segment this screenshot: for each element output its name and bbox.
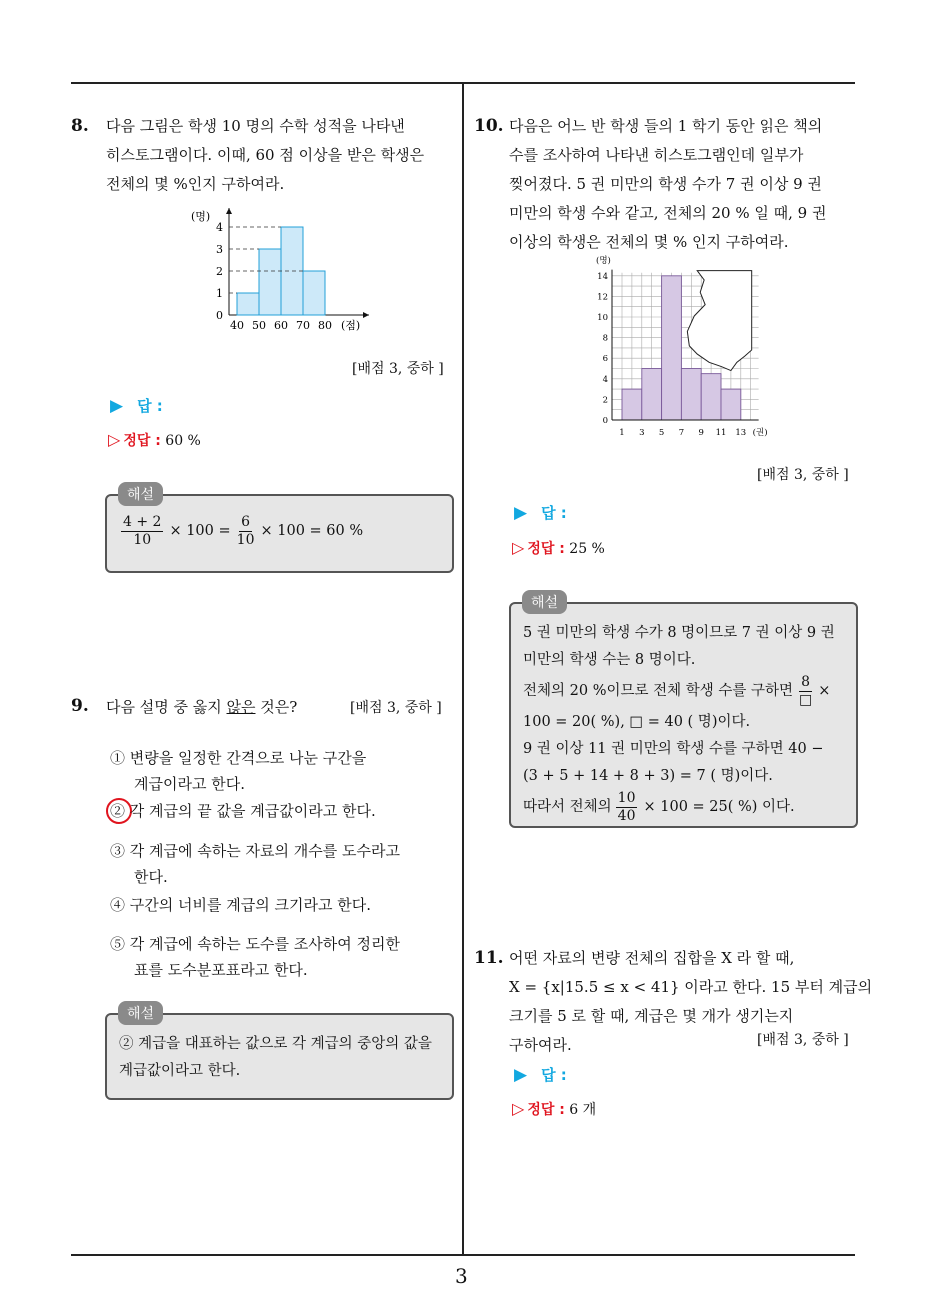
- page-number: 3: [455, 1264, 468, 1288]
- option-line: ④ 구간의 너비를 계급의 크기라고 한다.: [110, 896, 371, 914]
- option-line: ① 변량을 일정한 간격으로 나눈 구간을: [110, 749, 367, 767]
- q10-solution-text: [523, 620, 853, 825]
- x-tick-label: 60: [274, 319, 288, 332]
- histogram-bar: [259, 249, 281, 315]
- q9-text-post: 것은?: [255, 698, 298, 716]
- footer-rule: [71, 1254, 855, 1256]
- q8-number: 8.: [71, 116, 89, 136]
- q9-option-3[interactable]: [110, 838, 400, 890]
- q10-histogram: [590, 252, 790, 444]
- y-tick-label: 4: [216, 221, 223, 234]
- denominator: □: [799, 692, 813, 708]
- q11-line: 어떤 자료의 변량 전체의 집합을 X 라 할 때,: [509, 949, 795, 967]
- sol-line: [523, 790, 853, 825]
- triangle-outline-icon: ▷: [108, 430, 121, 449]
- x-tick-label: 80: [318, 319, 332, 332]
- x-tick-label: 7: [678, 428, 685, 438]
- option-line: ③ 각 계급에 속하는 자료의 개수를 도수라고: [110, 842, 400, 860]
- q10-answer-row: [514, 502, 567, 523]
- q9-option-2[interactable]: [110, 798, 376, 824]
- y-tick-label: 1: [216, 287, 223, 300]
- sol-line: 9 권 이상 11 권 미만의 학생 수를 구하면 40 −: [523, 741, 824, 757]
- q10-solution-tag: 해설: [522, 590, 567, 614]
- play-arrow-icon: ▶: [514, 503, 528, 523]
- play-arrow-icon: ▶: [514, 1065, 528, 1085]
- sol-line-post: ×: [818, 683, 831, 699]
- q10-text: [509, 112, 826, 257]
- q10-correct-row: [512, 538, 605, 558]
- denominator: 40: [617, 808, 636, 824]
- correct-label: 정답 :: [123, 433, 161, 449]
- q11-answer-row: [514, 1064, 567, 1085]
- denominator: 10: [133, 532, 152, 548]
- fraction: [616, 790, 638, 825]
- q9-option-1[interactable]: [110, 745, 366, 797]
- q8-text: [106, 112, 424, 199]
- torn-paper-region: [687, 271, 751, 371]
- q11-number: 11.: [474, 948, 504, 968]
- q10-line: 미만의 학생 수와 같고, 전체의 20 % 일 때, 9 권: [509, 204, 827, 222]
- option-line: 한다.: [134, 868, 168, 886]
- sol-line-post: × 100 = 25( %) 이다.: [643, 799, 795, 815]
- sol-line-pre: 따라서 전체의: [523, 799, 612, 815]
- correct-value: 60 %: [165, 433, 201, 449]
- q9-solution-tag: 해설: [118, 1001, 163, 1025]
- fraction: [799, 674, 812, 709]
- answer-label: 답 :: [541, 1066, 567, 1084]
- q8-solution-tag: 해설: [118, 482, 163, 506]
- x-tick-label: 11: [715, 428, 727, 438]
- triangle-outline-icon: ▷: [512, 1099, 525, 1118]
- y-tick-label: 2: [216, 265, 223, 278]
- q9-text-underline: 않은: [226, 698, 256, 716]
- histogram-bar: [721, 389, 741, 420]
- play-arrow-icon: ▶: [110, 396, 124, 416]
- option-mark: ②: [110, 802, 126, 820]
- q10-line: 다음은 어느 반 학생 들의 1 학기 동안 읽은 책의: [509, 117, 823, 135]
- histogram-bar: [662, 276, 682, 420]
- q8-line: 다음 그림은 학생 10 명의 수학 성적을 나타낸: [106, 117, 405, 135]
- q10-number: 10.: [474, 116, 504, 136]
- x-tick-label: 13: [735, 428, 747, 438]
- q8-line: 전체의 몇 %인지 구하여라.: [106, 175, 285, 193]
- y-tick-label: 0: [602, 416, 608, 426]
- sol-line: 5 권 미만의 학생 수가 8 명이므로 7 권 이상 9 권: [523, 625, 835, 641]
- option-line: 계급이라고 한다.: [134, 775, 245, 793]
- x-tick-label: 40: [230, 319, 244, 332]
- numerator: 8: [801, 674, 811, 690]
- numerator: 4 + 2: [123, 514, 162, 530]
- x-tick-label: 9: [698, 428, 704, 438]
- correct-label: 정답 :: [527, 541, 565, 557]
- q8-answer-row: [110, 395, 163, 416]
- x-axis-label: (점): [341, 319, 361, 332]
- denominator: 10: [236, 532, 255, 548]
- q9-text: [106, 696, 297, 717]
- sol-mid: × 100 =: [169, 523, 231, 539]
- histogram-bar: [701, 374, 721, 420]
- q10-line: 수를 조사하여 나타낸 히스토그램인데 일부가: [509, 146, 804, 164]
- q8-histogram: [185, 200, 375, 340]
- q11-score: [배점 3, 중하 ]: [757, 1032, 849, 1048]
- x-axis-arrow-icon: [363, 312, 369, 318]
- numerator: 6: [241, 514, 251, 530]
- y-tick-label: 10: [597, 313, 608, 323]
- answer-label: 답 :: [137, 397, 163, 415]
- q9-number: 9.: [71, 696, 89, 716]
- q11-correct-row: [512, 1099, 596, 1119]
- y-tick-label: 6: [602, 354, 608, 365]
- histogram-bar: [622, 389, 642, 420]
- y-tick-label: 8: [602, 333, 608, 344]
- fraction: [237, 514, 255, 549]
- sol-line: 미만의 학생 수는 8 명이다.: [523, 652, 696, 668]
- q9-solution-text: [119, 1031, 432, 1085]
- x-tick-label: 5: [658, 428, 665, 438]
- q9-option-4[interactable]: [110, 892, 371, 918]
- q9-solution-box: [105, 1013, 454, 1100]
- q10-solution-box: [509, 602, 858, 828]
- q8-correct-row: [108, 430, 201, 450]
- y-tick-label: 2: [602, 395, 608, 406]
- q10-line: 이상의 학생은 전체의 몇 % 인지 구하여라.: [509, 233, 789, 251]
- option-line: 표를 도수분포표라고 한다.: [134, 961, 308, 979]
- q9-text-pre: 다음 설명 중 옳지: [106, 698, 227, 716]
- triangle-outline-icon: ▷: [512, 538, 525, 557]
- histogram-bar: [642, 369, 662, 421]
- correct-value: 25 %: [569, 541, 605, 557]
- histogram-bar: [303, 271, 325, 315]
- q10-line: 찢어졌다. 5 권 미만의 학생 수가 7 권 이상 9 권: [509, 175, 822, 193]
- column-divider: [462, 83, 464, 1255]
- option-line: ⑤ 각 계급에 속하는 도수를 조사하여 정리한: [110, 935, 400, 953]
- x-axis-label: (권): [752, 428, 768, 438]
- q9-score: [배점 3, 중하 ]: [350, 700, 442, 716]
- sol-line: 100 = 20( %), □ = 40 ( 명)이다.: [523, 714, 751, 730]
- histogram-bar: [681, 369, 701, 421]
- q11-line: X = {x|15.5 ≤ x < 41} 이라고 한다. 15 부터 계급의: [509, 978, 873, 996]
- correct-value: 6 개: [569, 1102, 597, 1118]
- sol-line: 계급값이라고 한다.: [119, 1063, 241, 1079]
- q11-line: 크기를 5 로 할 때, 계급은 몇 개가 생기는지: [509, 1007, 794, 1025]
- q10-score: [배점 3, 중하 ]: [757, 467, 849, 483]
- x-tick-label: 50: [252, 319, 266, 332]
- q11-line: 구하여라.: [509, 1036, 572, 1054]
- q8-line: 히스토그램이다. 이때, 60 점 이상을 받은 학생은: [106, 146, 425, 164]
- correct-label: 정답 :: [527, 1102, 565, 1118]
- sol-line: [523, 674, 853, 709]
- y-axis-label: (명): [596, 256, 611, 266]
- numerator: 10: [617, 790, 636, 806]
- y-tick-label: 0: [216, 309, 223, 322]
- y-axis-label: (명): [191, 210, 211, 223]
- sol-end: × 100 = 60 %: [260, 523, 364, 539]
- q9-option-5[interactable]: [110, 931, 400, 983]
- sol-line: (3 + 5 + 14 + 8 + 3) = 7 ( 명)이다.: [523, 768, 773, 784]
- y-axis-arrow-icon: [226, 208, 232, 214]
- option-line: 각 계급의 끝 값을 계급값이라고 한다.: [129, 802, 376, 820]
- y-tick-label: 14: [597, 271, 608, 282]
- q8-score: [배점 3, 중하 ]: [352, 361, 444, 377]
- sol-line: ② 계급을 대표하는 값으로 각 계급의 중앙의 값을: [119, 1036, 432, 1052]
- q8-solution-text: [119, 514, 363, 549]
- x-tick-label: 3: [639, 428, 645, 438]
- x-tick-label: 1: [619, 428, 625, 438]
- x-tick-label: 70: [296, 319, 310, 332]
- histogram-bar: [237, 293, 259, 315]
- sol-line-pre: 전체의 20 %이므로 전체 학생 수를 구하면: [523, 683, 793, 699]
- fraction: [121, 514, 163, 549]
- y-tick-label: 3: [216, 243, 223, 256]
- q8-solution-box: [105, 494, 454, 573]
- y-tick-label: 4: [602, 374, 608, 385]
- answer-label: 답 :: [541, 504, 567, 522]
- y-tick-label: 12: [597, 292, 608, 303]
